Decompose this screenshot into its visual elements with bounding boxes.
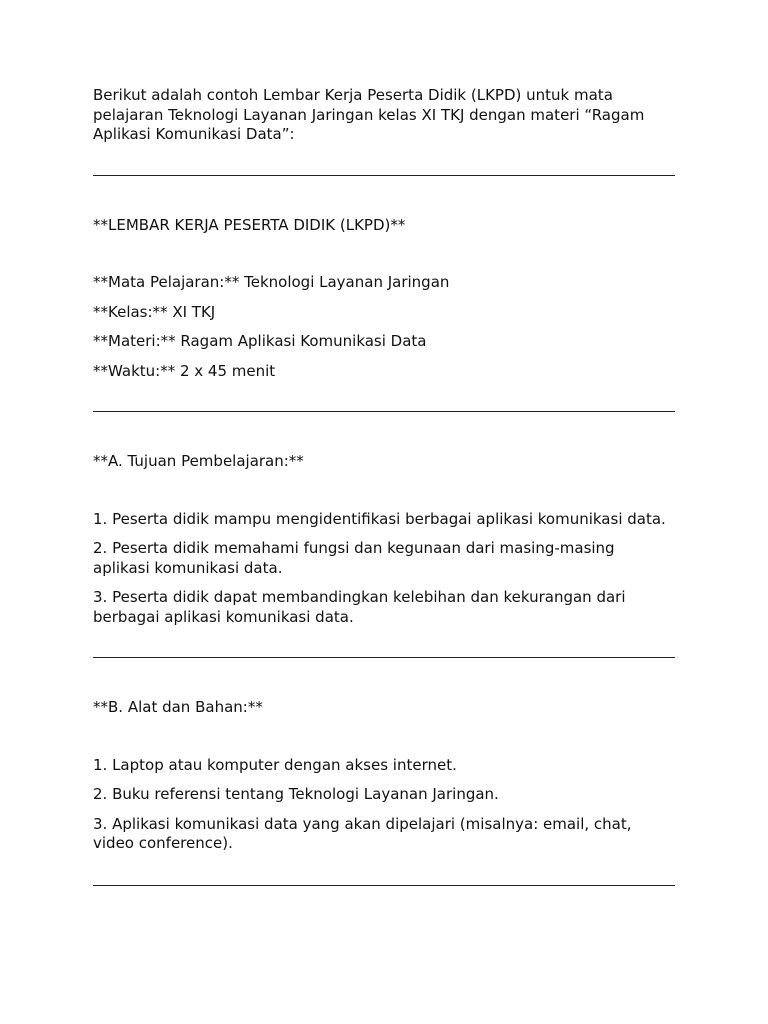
section-b-heading: **B. Alat dan Bahan:** [93, 698, 263, 716]
document-body [93, 86, 675, 886]
section-a-heading: **A. Tujuan Pembelajaran:** [93, 452, 304, 470]
meta-class: **Kelas:** XI TKJ [93, 302, 216, 321]
section-a-item: 3. Peserta didik dapat membandingkan kelebihan dan kekurangan dari berbagai aplikasi komunikasi data. [93, 588, 626, 626]
section-b-item: 1. Laptop atau komputer dengan akses internet. [93, 755, 457, 774]
document-title: **LEMBAR KERJA PESERTA DIDIK (LKPD)** [93, 215, 406, 234]
intro-paragraph: Berikut adalah contoh Lembar Kerja Peserta Didik (LKPD) untuk mata pelajaran Teknologi Layanan Jaringan kelas XI TKJ dengan materi “Ragam Aplikasi Komunikasi Data”: [93, 86, 645, 143]
divider [93, 657, 675, 658]
section-b-item: 3. Aplikasi komunikasi data yang akan dipelajari (misalnya: email, chat, video conference). [93, 814, 632, 852]
meta-topic: **Materi:** Ragam Aplikasi Komunikasi Data [93, 332, 427, 350]
divider [93, 411, 675, 412]
meta-subject: **Mata Pelajaran:** Teknologi Layanan Jaringan [93, 273, 450, 291]
section-b-item: 2. Buku referensi tentang Teknologi Layanan Jaringan. [93, 785, 499, 803]
divider [93, 175, 675, 176]
section-a-item: 1. Peserta didik mampu mengidentifikasi berbagai aplikasi komunikasi data. [93, 509, 666, 528]
section-a-item: 2. Peserta didik memahami fungsi dan kegunaan dari masing-masing aplikasi komunikasi data. [93, 539, 615, 577]
meta-time: **Waktu:** 2 x 45 menit [93, 361, 276, 380]
divider [93, 885, 675, 886]
